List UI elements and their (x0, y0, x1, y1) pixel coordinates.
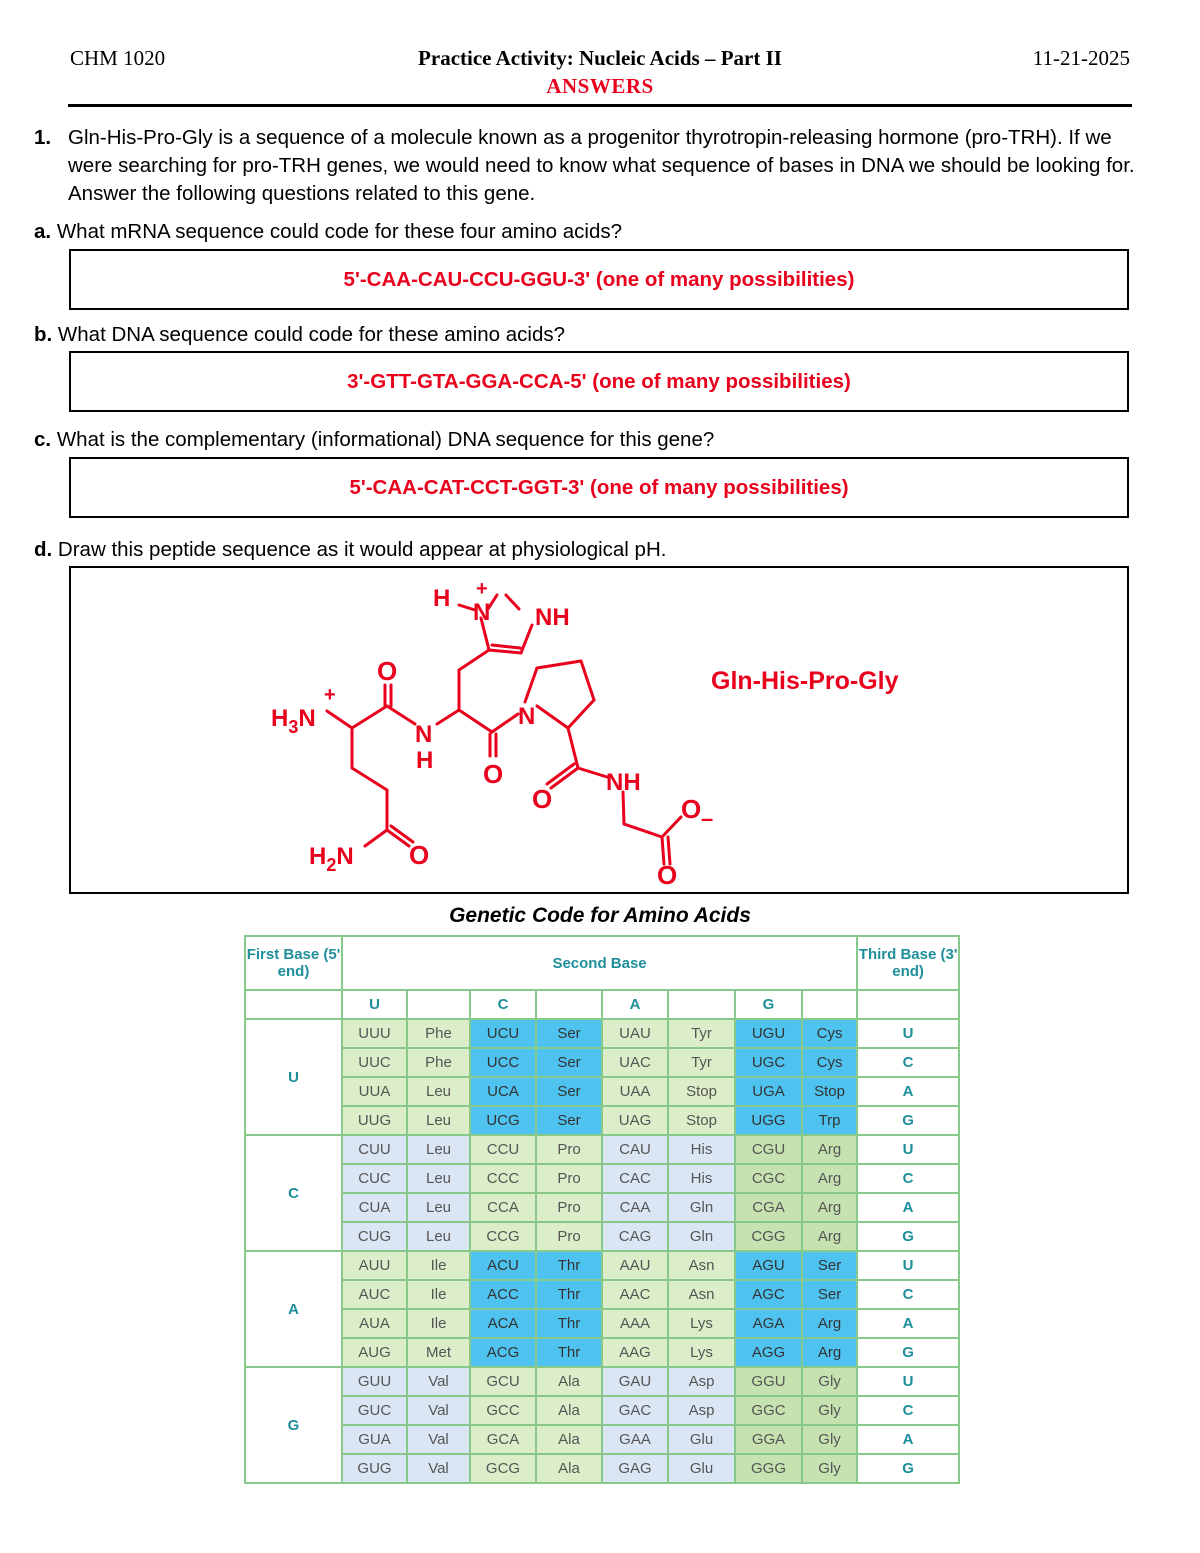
codon-row (245, 1164, 959, 1193)
codon-cell: GUG (342, 1454, 407, 1483)
codon-cell: UUG (342, 1106, 407, 1135)
codon-cell: UGC (735, 1048, 802, 1077)
codon-row (245, 1309, 959, 1338)
answers-label: ANSWERS (546, 74, 654, 98)
amino-acid-cell: Ser (536, 1106, 602, 1135)
third-base-cell: U (857, 1135, 959, 1164)
codon-cell: CCC (470, 1164, 536, 1193)
question-b (34, 321, 565, 349)
amino-acid-cell: Arg (802, 1338, 857, 1367)
codon-cell: AGC (735, 1280, 802, 1309)
label-nh-h: H (416, 747, 434, 774)
amino-acid-cell: Phe (407, 1048, 470, 1077)
codon-cell: UAC (602, 1048, 668, 1077)
codon-cell: GUA (342, 1425, 407, 1454)
codon-cell: UUA (342, 1077, 407, 1106)
amino-acid-cell: Gly (802, 1396, 857, 1425)
amino-acid-cell: Leu (407, 1077, 470, 1106)
codon-cell: CGA (735, 1193, 802, 1222)
peptide-structure (71, 568, 1127, 892)
codon-cell: AUU (342, 1251, 407, 1280)
first-base-c: C (245, 1135, 342, 1251)
codon-row (245, 1048, 959, 1077)
codon-cell: CCG (470, 1222, 536, 1251)
question-d (34, 536, 666, 564)
third-base-cell: C (857, 1396, 959, 1425)
codon-cell: UGU (735, 1019, 802, 1048)
label-o-3: O (532, 784, 553, 814)
part-a-question: What mRNA sequence could code for these four amino acids? (56, 220, 623, 243)
amino-acid-cell: Leu (407, 1106, 470, 1135)
codon-cell: UGA (735, 1077, 802, 1106)
amino-acid-cell: Ser (536, 1048, 602, 1077)
third-base-cell: C (857, 1048, 959, 1077)
second-base-c: C (470, 990, 536, 1019)
codon-row (245, 1425, 959, 1454)
codon-cell: UCU (470, 1019, 536, 1048)
part-c-label: c. (34, 428, 52, 451)
codon-cell: GCU (470, 1367, 536, 1396)
codon-cell: CUC (342, 1164, 407, 1193)
codon-cell: AAG (602, 1338, 668, 1367)
blank-cell (802, 990, 857, 1019)
second-base-a: A (602, 990, 668, 1019)
amino-acid-cell: Leu (407, 1164, 470, 1193)
question-1 (34, 124, 1144, 208)
amino-acid-cell: Val (407, 1367, 470, 1396)
codon-cell: CAG (602, 1222, 668, 1251)
answer-box-c (69, 457, 1129, 518)
codon-row (245, 1396, 959, 1425)
amino-acid-cell: Thr (536, 1309, 602, 1338)
label-o-1: O (377, 656, 398, 686)
codon-cell: GGC (735, 1396, 802, 1425)
amino-acid-cell: Asp (668, 1367, 735, 1396)
codon-cell: CUU (342, 1135, 407, 1164)
first-base-header: First Base (5' end) (245, 936, 342, 990)
codon-cell: GGU (735, 1367, 802, 1396)
amino-acid-cell: Gln (668, 1193, 735, 1222)
amino-acid-cell: Asn (668, 1280, 735, 1309)
second-base-row (245, 990, 959, 1019)
amino-acid-cell: Leu (407, 1222, 470, 1251)
amino-acid-cell: Gly (802, 1367, 857, 1396)
table-header-row (245, 936, 959, 990)
label-his-n: N (473, 599, 491, 626)
answer-c: 5'-CAA-CAT-CCT-GGT-3' (one of many possibilities) (349, 476, 849, 499)
answer-box-d (69, 566, 1129, 894)
amino-acid-cell: Lys (668, 1338, 735, 1367)
first-base-u: U (245, 1019, 342, 1135)
codon-cell: CAU (602, 1135, 668, 1164)
amino-acid-cell: Arg (802, 1193, 857, 1222)
amino-acid-cell: Ser (536, 1077, 602, 1106)
amino-acid-cell: Lys (668, 1309, 735, 1338)
amino-acid-cell: Ala (536, 1454, 602, 1483)
label-o-2: O (483, 759, 504, 789)
amino-acid-cell: Trp (802, 1106, 857, 1135)
header-divider (68, 104, 1132, 107)
codon-cell: ACG (470, 1338, 536, 1367)
amino-acid-cell: Ala (536, 1396, 602, 1425)
label-o-6: O (409, 840, 430, 870)
codon-row (245, 1251, 959, 1280)
amino-acid-cell: Leu (407, 1193, 470, 1222)
third-base-cell: C (857, 1164, 959, 1193)
codon-cell: AUA (342, 1309, 407, 1338)
amino-acid-cell: Ala (536, 1425, 602, 1454)
codon-cell: CAC (602, 1164, 668, 1193)
second-base-u: U (342, 990, 407, 1019)
codon-cell: GCG (470, 1454, 536, 1483)
amino-acid-cell: Thr (536, 1251, 602, 1280)
codon-cell: GAC (602, 1396, 668, 1425)
amino-acid-cell: Met (407, 1338, 470, 1367)
label-o-4: O (681, 794, 702, 824)
amino-acid-cell: Pro (536, 1222, 602, 1251)
label-o-5: O (657, 860, 678, 890)
label-h2n: $H_2N$ (309, 843, 354, 875)
part-b-question: What DNA sequence could code for these amino acids? (57, 323, 566, 346)
amino-acid-cell: Ile (407, 1309, 470, 1338)
codon-cell: AGA (735, 1309, 802, 1338)
third-base-cell: U (857, 1367, 959, 1396)
blank-cell (536, 990, 602, 1019)
codon-row (245, 1367, 959, 1396)
third-base-cell: G (857, 1338, 959, 1367)
first-base-a: A (245, 1251, 342, 1367)
codon-cell: UUC (342, 1048, 407, 1077)
codon-cell: GUC (342, 1396, 407, 1425)
label-minus: – (701, 806, 714, 831)
amino-acid-cell: His (668, 1135, 735, 1164)
codon-row (245, 1106, 959, 1135)
amino-acid-cell: Gly (802, 1454, 857, 1483)
part-d-question: Draw this peptide sequence as it would appear at physiological pH. (57, 538, 667, 561)
third-base-cell: U (857, 1251, 959, 1280)
amino-acid-cell: Thr (536, 1338, 602, 1367)
part-a-label: a. (34, 220, 52, 243)
codon-cell: CGC (735, 1164, 802, 1193)
amino-acid-cell: Arg (802, 1135, 857, 1164)
third-base-cell: U (857, 1019, 959, 1048)
answer-box-a (69, 249, 1129, 310)
third-base-cell: A (857, 1309, 959, 1338)
third-base-cell: G (857, 1106, 959, 1135)
codon-cell: CGG (735, 1222, 802, 1251)
amino-acid-cell: Ile (407, 1280, 470, 1309)
label-plus-1: + (324, 684, 336, 706)
codon-cell: ACC (470, 1280, 536, 1309)
amino-acid-cell: Leu (407, 1135, 470, 1164)
part-d-label: d. (34, 538, 53, 561)
codon-cell: GAA (602, 1425, 668, 1454)
amino-acid-cell: Ala (536, 1367, 602, 1396)
page-title: Practice Activity: Nucleic Acids – Part II (418, 46, 782, 70)
amino-acid-cell: Asn (668, 1251, 735, 1280)
codon-cell: UAA (602, 1077, 668, 1106)
amino-acid-cell: Tyr (668, 1048, 735, 1077)
answer-b: 3'-GTT-GTA-GGA-CCA-5' (one of many possibilities) (347, 370, 851, 393)
codon-row (245, 1338, 959, 1367)
codon-cell: ACU (470, 1251, 536, 1280)
codon-cell: AGU (735, 1251, 802, 1280)
part-c-question: What is the complementary (informational) DNA sequence for this gene? (56, 428, 715, 451)
amino-acid-cell: Val (407, 1425, 470, 1454)
label-gly-nh: NH (606, 769, 641, 796)
label-his-h: H (433, 585, 451, 612)
peptide-caption: Gln-His-Pro-Gly (711, 667, 899, 695)
third-base-cell: A (857, 1193, 959, 1222)
third-base-cell: G (857, 1222, 959, 1251)
amino-acid-cell: Val (407, 1454, 470, 1483)
third-base-cell: A (857, 1077, 959, 1106)
codon-cell: GCA (470, 1425, 536, 1454)
amino-acid-cell: Glu (668, 1454, 735, 1483)
amino-acid-cell: Ser (802, 1251, 857, 1280)
label-pro-n: N (518, 703, 536, 730)
amino-acid-cell: Ser (536, 1019, 602, 1048)
codon-cell: CUA (342, 1193, 407, 1222)
blank-cell (857, 990, 959, 1019)
amino-acid-cell: Pro (536, 1164, 602, 1193)
codon-cell: AAU (602, 1251, 668, 1280)
amino-acid-cell: Arg (802, 1164, 857, 1193)
codon-row (245, 1454, 959, 1483)
third-base-header: Third Base (3' end) (857, 936, 959, 990)
blank-cell (668, 990, 735, 1019)
codon-cell: CCA (470, 1193, 536, 1222)
third-base-cell: C (857, 1280, 959, 1309)
codon-cell: AAC (602, 1280, 668, 1309)
course-code: CHM 1020 (70, 46, 166, 70)
first-base-g: G (245, 1367, 342, 1483)
codon-cell: CAA (602, 1193, 668, 1222)
genetic-code-table (244, 935, 960, 1484)
answer-a: 5'-CAA-CAU-CCU-GGU-3' (one of many possibilities) (343, 268, 855, 291)
amino-acid-cell: Pro (536, 1135, 602, 1164)
codon-cell: CCU (470, 1135, 536, 1164)
amino-acid-cell: Cys (802, 1019, 857, 1048)
codon-row (245, 1135, 959, 1164)
amino-acid-cell: Stop (668, 1077, 735, 1106)
amino-acid-cell: Gln (668, 1222, 735, 1251)
amino-acid-cell: Phe (407, 1019, 470, 1048)
question-c (34, 426, 714, 454)
codon-cell: AUG (342, 1338, 407, 1367)
codon-row (245, 1222, 959, 1251)
amino-acid-cell: Arg (802, 1309, 857, 1338)
amino-acid-cell: Asp (668, 1396, 735, 1425)
codon-cell: GGG (735, 1454, 802, 1483)
question-1-text: Gln-His-Pro-Gly is a sequence of a molecule known as a progenitor thyrotropin-releasing hormone (pro-TRH). If we were searching for pro-TRH genes, we would need to know what sequence of bases in DNA we should be looking for. Answer the following questions related to this gene. (68, 126, 1135, 205)
blank-cell (407, 990, 470, 1019)
amino-acid-cell: His (668, 1164, 735, 1193)
third-base-cell: G (857, 1454, 959, 1483)
answer-box-b (69, 351, 1129, 412)
codon-cell: UCG (470, 1106, 536, 1135)
label-nh-n: N (415, 721, 433, 748)
codon-cell: CGU (735, 1135, 802, 1164)
amino-acid-cell: Pro (536, 1193, 602, 1222)
codon-cell: CUG (342, 1222, 407, 1251)
codon-cell: GAU (602, 1367, 668, 1396)
second-base-header: Second Base (342, 936, 857, 990)
genetic-code-title: Genetic Code for Amino Acids (449, 904, 751, 927)
amino-acid-cell: Arg (802, 1222, 857, 1251)
codon-cell: GCC (470, 1396, 536, 1425)
amino-acid-cell: Cys (802, 1048, 857, 1077)
amino-acid-cell: Thr (536, 1280, 602, 1309)
codon-cell: UUU (342, 1019, 407, 1048)
codon-cell: GUU (342, 1367, 407, 1396)
codon-row (245, 1280, 959, 1309)
amino-acid-cell: Tyr (668, 1019, 735, 1048)
codon-cell: UCC (470, 1048, 536, 1077)
codon-row (245, 1193, 959, 1222)
label-his-nh: NH (535, 604, 570, 631)
codon-cell: AGG (735, 1338, 802, 1367)
codon-cell: UAU (602, 1019, 668, 1048)
part-b-label: b. (34, 323, 53, 346)
codon-cell: UGG (735, 1106, 802, 1135)
label-plus-2: + (476, 578, 488, 600)
amino-acid-cell: Gly (802, 1425, 857, 1454)
amino-acid-cell: Ser (802, 1280, 857, 1309)
codon-cell: UCA (470, 1077, 536, 1106)
question-number: 1. (34, 126, 52, 149)
label-h3n: $H_3N$ (271, 705, 316, 737)
codon-cell: UAG (602, 1106, 668, 1135)
question-a (34, 218, 622, 246)
codon-row (245, 1077, 959, 1106)
codon-row (245, 1019, 959, 1048)
third-base-cell: A (857, 1425, 959, 1454)
codon-cell: GGA (735, 1425, 802, 1454)
codon-cell: AUC (342, 1280, 407, 1309)
codon-cell: ACA (470, 1309, 536, 1338)
amino-acid-cell: Stop (802, 1077, 857, 1106)
codon-cell: AAA (602, 1309, 668, 1338)
date: 11-21-2025 (1032, 46, 1130, 70)
codon-cell: GAG (602, 1454, 668, 1483)
second-base-g: G (735, 990, 802, 1019)
amino-acid-cell: Val (407, 1396, 470, 1425)
blank-cell (245, 990, 342, 1019)
amino-acid-cell: Stop (668, 1106, 735, 1135)
amino-acid-cell: Glu (668, 1425, 735, 1454)
amino-acid-cell: Ile (407, 1251, 470, 1280)
